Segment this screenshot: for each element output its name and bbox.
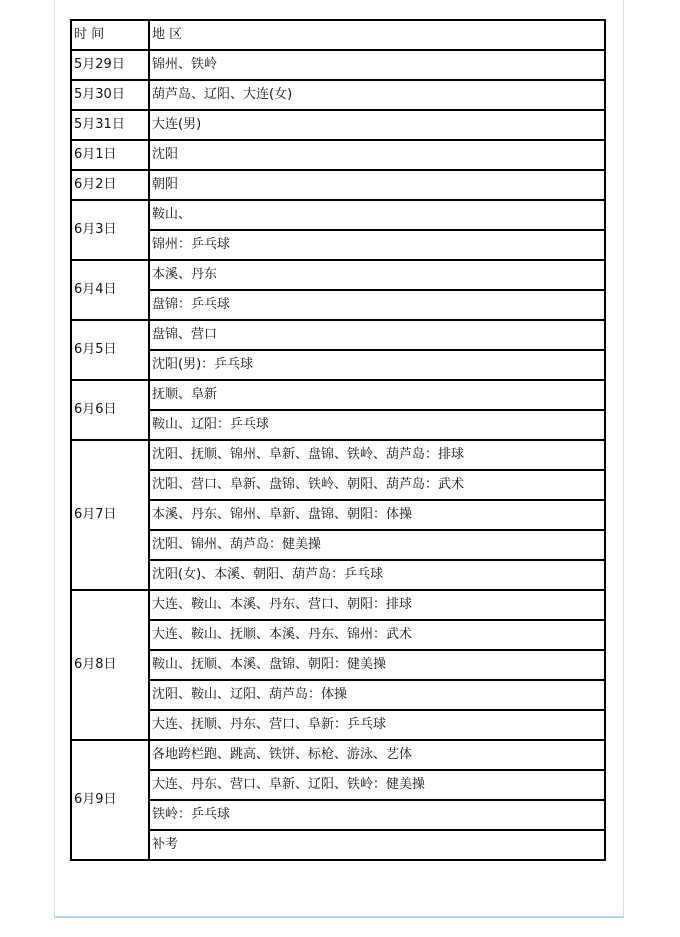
area-cell: 沈阳、锦州、葫芦岛：健美操 [149, 530, 605, 560]
area-cell: 补考 [149, 830, 605, 860]
date-cell: 6月6日 [71, 380, 149, 440]
header-row [71, 20, 605, 50]
table-row [71, 710, 605, 740]
area-cell: 本溪、丹东、锦州、阜新、盘锦、朝阳：体操 [149, 500, 605, 530]
table-row [71, 470, 605, 500]
table-row [71, 170, 605, 200]
area-cell: 沈阳(男)：乒乓球 [149, 350, 605, 380]
table-row [71, 320, 605, 350]
table-row [71, 290, 605, 320]
table-row [71, 410, 605, 440]
table-row [71, 590, 605, 620]
area-cell: 本溪、丹东 [149, 260, 605, 290]
table-row [71, 740, 605, 770]
date-cell: 5月30日 [71, 80, 149, 110]
date-cell: 6月9日 [71, 740, 149, 860]
area-cell: 盘锦：乒乓球 [149, 290, 605, 320]
area-cell: 盘锦、营口 [149, 320, 605, 350]
table-row [71, 800, 605, 830]
area-cell: 大连、丹东、营口、阜新、辽阳、铁岭：健美操 [149, 770, 605, 800]
date-cell: 6月4日 [71, 260, 149, 320]
header-date: 时 间 [71, 20, 149, 50]
area-cell: 锦州：乒乓球 [149, 230, 605, 260]
area-cell: 抚顺、阜新 [149, 380, 605, 410]
table-row [71, 680, 605, 710]
date-cell: 6月2日 [71, 170, 149, 200]
table-row [71, 380, 605, 410]
area-cell: 沈阳、鞍山、辽阳、葫芦岛：体操 [149, 680, 605, 710]
area-cell: 大连、鞍山、本溪、丹东、营口、朝阳：排球 [149, 590, 605, 620]
area-cell: 沈阳、抚顺、锦州、阜新、盘锦、铁岭、葫芦岛：排球 [149, 440, 605, 470]
table-row [71, 530, 605, 560]
table-row [71, 140, 605, 170]
area-cell: 各地跨栏跑、跳高、铁饼、标枪、游泳、艺体 [149, 740, 605, 770]
date-cell: 6月3日 [71, 200, 149, 260]
table-row [71, 230, 605, 260]
area-cell: 大连、抚顺、丹东、营口、阜新：乒乓球 [149, 710, 605, 740]
area-cell: 锦州、铁岭 [149, 50, 605, 80]
area-cell: 葫芦岛、辽阳、大连(女) [149, 80, 605, 110]
area-cell: 鞍山、 [149, 200, 605, 230]
date-cell: 6月8日 [71, 590, 149, 740]
area-cell: 大连、鞍山、抚顺、本溪、丹东、锦州：武术 [149, 620, 605, 650]
table-row [71, 50, 605, 80]
date-cell: 5月29日 [71, 50, 149, 80]
area-cell: 朝阳 [149, 170, 605, 200]
area-cell: 沈阳、营口、阜新、盘锦、铁岭、朝阳、葫芦岛：武术 [149, 470, 605, 500]
exam-schedule-table [70, 19, 606, 861]
table-row [71, 650, 605, 680]
header-area: 地 区 [149, 20, 605, 50]
table-row [71, 350, 605, 380]
area-cell: 铁岭：乒乓球 [149, 800, 605, 830]
table-row [71, 830, 605, 860]
table-row [71, 260, 605, 290]
area-cell: 鞍山、抚顺、本溪、盘锦、朝阳：健美操 [149, 650, 605, 680]
table-row [71, 80, 605, 110]
schedule-body [71, 20, 605, 860]
table-row [71, 620, 605, 650]
area-cell: 大连(男) [149, 110, 605, 140]
date-cell: 5月31日 [71, 110, 149, 140]
date-cell: 6月1日 [71, 140, 149, 170]
date-cell: 6月7日 [71, 440, 149, 590]
table-row [71, 500, 605, 530]
area-cell: 沈阳 [149, 140, 605, 170]
area-cell: 鞍山、辽阳：乒乓球 [149, 410, 605, 440]
date-cell: 6月5日 [71, 320, 149, 380]
table-row [71, 440, 605, 470]
table-row [71, 770, 605, 800]
table-row [71, 110, 605, 140]
table-row [71, 200, 605, 230]
area-cell: 沈阳(女)、本溪、朝阳、葫芦岛：乒乓球 [149, 560, 605, 590]
table-row [71, 560, 605, 590]
